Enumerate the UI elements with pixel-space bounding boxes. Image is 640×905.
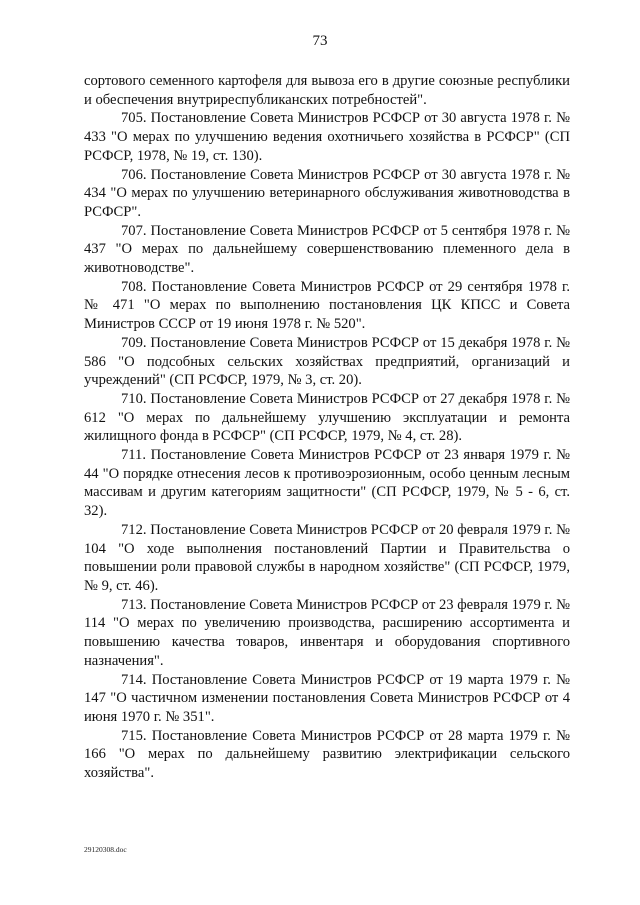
continuation-paragraph: сортового семенного картофеля для вывоза его в другие союзные республики и обеспечения внутриреспубликанских потребностей". xyxy=(84,73,570,108)
page-number: 73 xyxy=(312,33,328,49)
list-item-712: 712. Постановление Совета Министров РСФСР от 20 февраля 1979 г. № 104 "О ходе выполнения постановлений Партии и Правительства о повышении роли правовой службы в народном хозяйстве" (СП РСФСР, 1979, № 9, ст. 46). xyxy=(84,521,570,594)
file-name-footer: 29120308.doc xyxy=(84,845,127,854)
list-item-709: 709. Постановление Совета Министров РСФСР от 15 декабря 1978 г. № 586 "О подсобных сельских хозяйствах предприятий, организаций и учреждений" (СП РСФСР, 1979, № 3, ст. 20). xyxy=(84,334,570,389)
document-body xyxy=(84,72,570,783)
list-item-713: 713. Постановление Совета Министров РСФСР от 23 февраля 1979 г. № 114 "О мерах по увеличению производства, расширению ассортимента и повышению качества товаров, инвентаря и оборудования спортивного назначения". xyxy=(84,596,570,669)
list-item-711: 711. Постановление Совета Министров РСФСР от 23 января 1979 г. № 44 "О порядке отнесения лесов к противоэрозионным, особо ценным лесным массивам и другим категориям защитности" (СП РСФСР, 1979, № 5 - 6, ст. 32). xyxy=(84,447,570,520)
list-item-705: 705. Постановление Совета Министров РСФСР от 30 августа 1978 г. № 433 "О мерах по улучшению ведения охотничьего хозяйства в РСФСР" (СП РСФСР, 1978, № 19, ст. 130). xyxy=(84,110,570,164)
list-item-710: 710. Постановление Совета Министров РСФСР от 27 декабря 1978 г. № 612 "О мерах по дальнейшему улучшению эксплуатации и ремонта жилищного фонда в РСФСР" (СП РСФСР, 1979, № 4, ст. 28). xyxy=(84,390,570,445)
list-item-715: 715. Постановление Совета Министров РСФСР от 28 марта 1979 г. № 166 "О мерах по дальнейшему развитию электрификации сельского хозяйства". xyxy=(84,727,570,782)
list-item-714: 714. Постановление Совета Министров РСФСР от 19 марта 1979 г. № 147 "О частичном изменении постановления Совета Министров РСФСР от 4 июня 1970 г. № 351". xyxy=(84,671,570,725)
list-item-707: 707. Постановление Совета Министров РСФСР от 5 сентября 1978 г. № 437 "О мерах по дальнейшему совершенствованию племенного дела в животноводстве". xyxy=(84,222,570,277)
list-item-708: 708. Постановление Совета Министров РСФСР от 29 сентября 1978 г. № 471 "О мерах по выполнению постановления ЦК КПСС и Совета Министров СССР от 19 июня 1978 г. № 520". xyxy=(84,278,570,333)
list-item-706: 706. Постановление Совета Министров РСФСР от 30 августа 1978 г. № 434 "О мерах по улучшению ветеринарного обслуживания животноводства в РСФСР". xyxy=(84,166,570,220)
